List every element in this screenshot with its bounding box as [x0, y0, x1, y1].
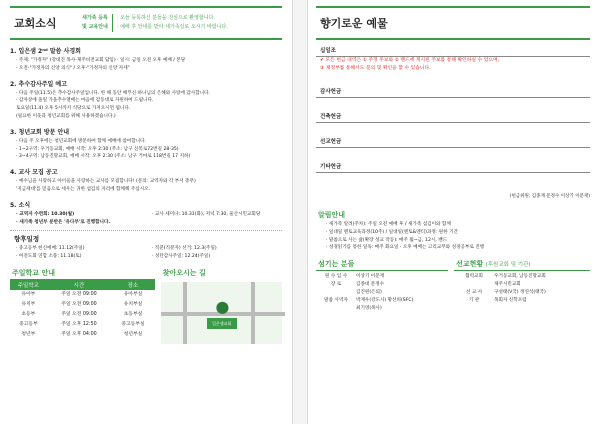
- map-road: [251, 282, 255, 344]
- announcements: [316, 209, 590, 252]
- news-line: · 교역자 수련회: 10.30(월): [16, 211, 75, 217]
- servants-table: [316, 273, 448, 313]
- table-cell: 김진원(은퇴): [356, 290, 382, 296]
- table-cell: 중고등부: [19, 321, 38, 327]
- table-row: [316, 289, 448, 297]
- left-page: [0, 0, 292, 424]
- news-line: '지금세대'를 믿음으로 세우는 귀한 섬김의 자리에 함께해 주십시오.: [16, 186, 151, 192]
- table-row: [10, 320, 155, 330]
- table-cell: 말씀 사역자: [324, 298, 348, 304]
- news-heading: 3. 청년교회 방문 안내: [10, 128, 70, 136]
- missions-subtitle: (후원교회 및 기관): [485, 262, 531, 269]
- table-row: [10, 310, 155, 320]
- table-cell: 협력교회: [465, 274, 483, 280]
- welcome-line: · 예배 후 안내를 받아 새가족실로 오시기 바랍니다.: [116, 24, 228, 30]
- table-cell: 청년부실: [123, 331, 143, 337]
- news-line: (필요한 이웃과 청년교회를 위해 사용하겠습니다.): [16, 113, 116, 119]
- page-title: 교회소식: [14, 17, 57, 30]
- welcome-tag-line: 및 교육안내: [82, 24, 108, 30]
- welcome-line: · 오늘 등록하신 분들을 진심으로 환영합니다.: [116, 15, 215, 21]
- offering-committee: (헌금위원: 김종재 문정수 이상기 이문재): [509, 194, 590, 199]
- table-cell: 유치부실: [123, 301, 143, 307]
- right-page: [306, 0, 600, 424]
- schedule-item: · 직분(직분자) 선거: 12.3(주일): [152, 246, 217, 252]
- missions-table: [454, 273, 590, 305]
- sunday-school: [10, 267, 155, 344]
- table-cell: 주일 오전 09:00: [61, 291, 97, 297]
- table-cell: 최기영(목사): [356, 306, 382, 312]
- table-cell: [316, 289, 356, 297]
- table-cell: 주일 오후 12:50: [61, 321, 97, 327]
- table-cell: 초등부: [21, 311, 36, 317]
- table-row: [316, 273, 448, 281]
- news-item: [10, 46, 282, 73]
- page-title: 향기로운 예물: [320, 17, 388, 30]
- news-line: · 3~4구역: 남동진망교회, 예배 시작: 오후 2:30 (주소: 남구 거마로 118번길 17 지하): [16, 154, 191, 160]
- news-line: · 주제: "가정자" (강대진 목사-제주비전교회 담임) · 일시: 금일 오전 오후 예배 / 본당: [16, 58, 186, 63]
- column-header: 장소: [111, 280, 154, 290]
- table-cell: 장 로: [330, 282, 342, 288]
- welcome-lines: [117, 14, 228, 32]
- bottom-area: [10, 267, 282, 344]
- schedule-item: · 여전도회 연합 소풍: 11.18(토): [16, 254, 82, 260]
- sunday-school-title: 주일학교 안내: [10, 267, 155, 280]
- news-heading: 2. 추수감사주일 예고: [10, 80, 68, 88]
- schedule-row: [10, 245, 282, 253]
- news-row: [10, 211, 282, 219]
- missions-title-text: 선교현황: [456, 260, 484, 269]
- table-cell: 구성태(V국) 정연석(태국): [494, 290, 546, 296]
- table-row: [316, 281, 448, 289]
- announcement-line: · 새가족 알려(주차): 주일 오전 예배 후 / 새가족 섬김이와 함께: [326, 222, 451, 227]
- table-cell: 원 수 입 사: [324, 274, 348, 280]
- news-heading: 5. 소식: [10, 201, 31, 209]
- offering-notice: ③ 제정부를 통해서도 문의 및 확인을 할 수 있습니다.: [320, 66, 431, 71]
- servants: [316, 258, 448, 313]
- table-header-row: [10, 280, 155, 290]
- welcome-tag: [82, 14, 113, 32]
- news-heading: 4. 교사 모집 공고: [10, 169, 58, 177]
- directions-title: 찾아오시는 길: [162, 268, 206, 277]
- table-cell: 이상기 이문재: [356, 274, 385, 280]
- news-line: · 1~2구역: 우거동교회, 예배 시작: 오후 2:30 (주소: 남구 신복로72번길 28-35): [16, 146, 179, 152]
- table-cell: 선 교 사: [465, 290, 483, 296]
- table-row: [454, 289, 590, 297]
- news-item: [10, 79, 282, 121]
- servants-title: 섬기는 분들: [316, 258, 448, 271]
- sunday-school-table: [10, 280, 155, 340]
- schedule-row: [10, 253, 282, 261]
- table-cell: 우거동교회, 남동진망교회: [494, 274, 546, 280]
- table-cell: 목회자 신학포럼: [494, 298, 527, 304]
- news-line: · 예수님을 사랑하고 아이들을 사랑하는 교사를 모집합니다! (문의: 교역자와 각 부서 총무): [16, 179, 196, 185]
- column-header: 주일학교: [10, 280, 47, 290]
- table-cell: 중고등부실: [121, 321, 145, 327]
- missions-title: [454, 258, 590, 271]
- news-item: [10, 167, 282, 194]
- table-row: [316, 297, 448, 305]
- table-row: [454, 281, 590, 289]
- schedule-heading: 향후일정: [14, 235, 40, 244]
- news-line: · 새가족 청년부 분반은 '유다부'로 진행합니다.: [16, 219, 111, 225]
- table-row: [10, 290, 155, 300]
- table-cell: 청년부: [21, 331, 36, 337]
- divider: [316, 97, 590, 98]
- news-line: 토요일(11.4) 오후 5시까지 식당으로 가져오시면 됩니다.: [16, 106, 131, 112]
- divider: [316, 147, 590, 148]
- map-road: [183, 282, 187, 344]
- divider: [316, 122, 590, 123]
- bottom-info: [316, 258, 590, 313]
- table-cell: [316, 305, 356, 313]
- column-header: 시간: [47, 280, 112, 290]
- table-row: [454, 297, 590, 305]
- welcome-tag-line: 새가족 등록: [82, 15, 108, 21]
- table-cell: 유치부: [21, 301, 36, 307]
- schedule-item: · 중고등부 헌신예배: 11.12(주일): [16, 246, 85, 252]
- directions: [161, 267, 282, 344]
- divider: [10, 230, 282, 231]
- divider: [316, 172, 590, 173]
- schedule-item: · 성탄감사주일: 12.24(주일): [152, 254, 211, 260]
- table-cell: 유아부: [21, 291, 36, 297]
- offering-field-label: 선교헌금: [320, 139, 342, 145]
- tithe-label: 십일조: [320, 48, 336, 54]
- map-image: [161, 282, 282, 344]
- table-row: [10, 300, 155, 310]
- welcome-box: [82, 14, 228, 32]
- table-cell: 제주시민교회: [494, 282, 521, 288]
- table-cell: 주일 오전 09:00: [61, 301, 97, 307]
- table-cell: 주일 오후 04:00: [61, 331, 97, 337]
- news-line: · 다음 주일(11.5)은 추수감사주일입니다. 한 해 동안 베푸신 하나님의 은혜와 사랑에 감사합니다.: [16, 90, 211, 96]
- announcement-line: · 성경읽기를 통한 일독: 매주 화요일 · 오후 예배는 고리교무와 성경공부로 진행: [326, 245, 485, 251]
- church-marker: 입은샘교회: [207, 318, 237, 329]
- news-line: · 오전-"가정자의 신앙 의식" / 오후-"가정자의 신앙 자세": [16, 65, 130, 71]
- news-line: · 다음 주 오후에는 청년교회에 방문하여 함께 예배에 참여합니다.: [16, 138, 146, 144]
- offering-field-label: 감사헌금: [320, 89, 342, 95]
- offering-header: [316, 6, 590, 40]
- table-cell: 초등부실: [123, 311, 143, 317]
- news-header: [10, 6, 282, 40]
- offering-field-label: 기타헌금: [320, 164, 342, 170]
- news-heading: 1. 입은샘 2ⁿᵈ 말씀 사경회: [10, 48, 81, 55]
- offering-field-label: 건축헌금: [320, 114, 342, 120]
- news-item: [10, 127, 282, 161]
- table-row: [10, 330, 155, 340]
- location-pin-icon: ⬤: [215, 299, 230, 314]
- table-cell: 유아부실: [123, 291, 143, 297]
- news-item: [10, 200, 282, 227]
- table-cell: 기 관: [468, 298, 480, 304]
- news-line: · 교사 세미나: 10.31(화), 저녁 7:30, 울산시민교회당: [152, 211, 261, 217]
- news-line: · 감자상에 올릴 가을추수열매는 마음에 감동대로 자원하여 드립니다.: [16, 98, 154, 104]
- table-row: [316, 305, 448, 313]
- table-cell: 김종대 문정수: [356, 282, 385, 288]
- table-cell: 박재우(강도사) 황선희(SFC): [356, 298, 414, 304]
- table-row: [454, 273, 590, 281]
- offering-notice: ✔ 모든 헌금 내역은 ① 주정 주보와 ② 밴드에 게시된 주보를 통해 확인하실 수 있으며,: [320, 58, 500, 63]
- table-cell: 주일 오전 09:00: [61, 311, 97, 317]
- announcements-title: 알림안내: [318, 211, 346, 219]
- table-cell: [454, 281, 494, 289]
- announcement-line: · 일대일 멘토교육과정(10주) / 일대일(멘토&멘티)과정: 원한 기간: [326, 229, 458, 235]
- announcement-line: · 말씀으로 사는 삶(확장 성교 작동): 매주 월~금, 12시, 밴드: [326, 237, 448, 243]
- missions: [454, 258, 590, 313]
